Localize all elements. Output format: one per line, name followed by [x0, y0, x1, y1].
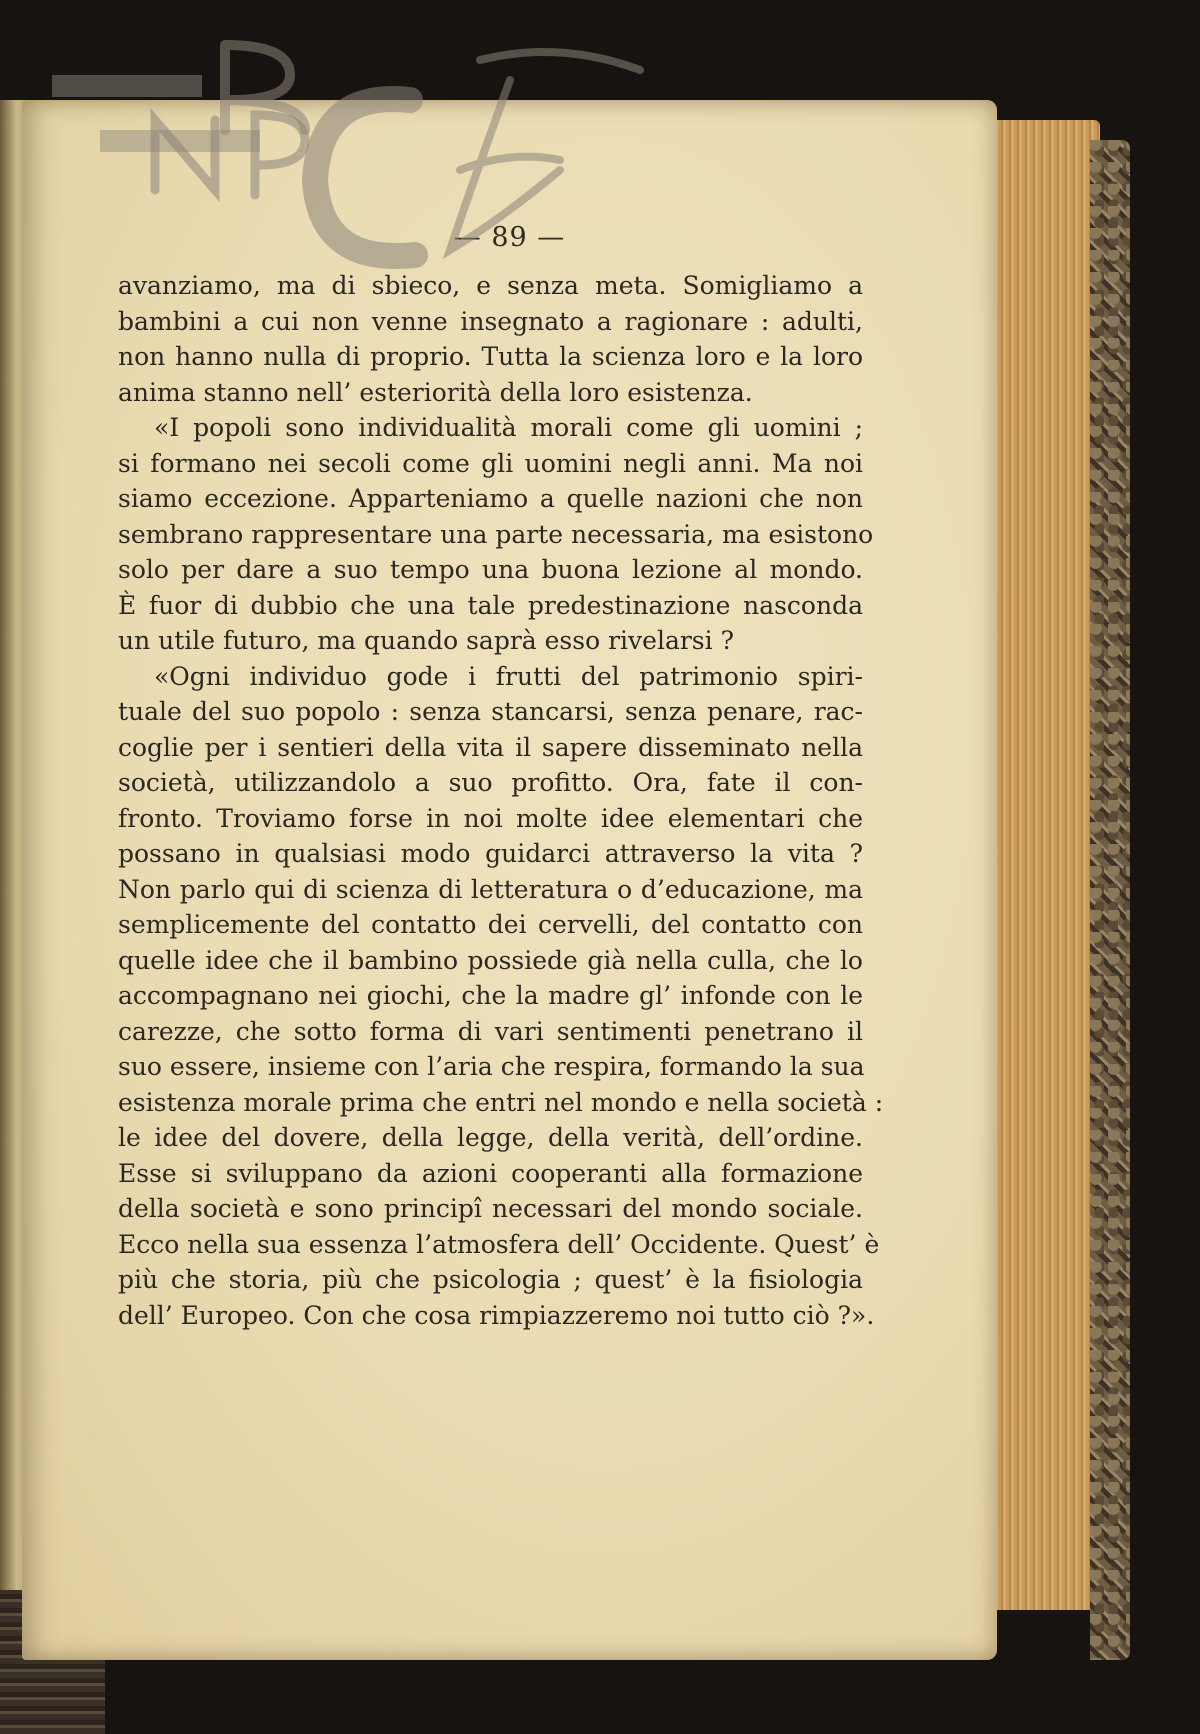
text-line: quelle idee che il bambino possiede già nella culla, che lo [118, 945, 863, 975]
page-number: — 89 — [453, 222, 566, 253]
text-line: accompagnano nei giochi, che la madre gl’ infonde con le [118, 981, 863, 1010]
text-line: tuale del suo popolo : senza stancarsi, senza penare, rac- [118, 697, 863, 726]
text-line: Non parlo qui di scienza di letteratura o d’educazione, ma [118, 874, 863, 904]
text-line: coglie per i sentieri della vita il sapere disseminato nella [118, 732, 863, 762]
text-line: società, utilizzandolo a suo profitto. Ora, fate il con- [118, 768, 863, 797]
text-line: avanziamo, ma di sbieco, e senza meta. Somigliamo a [118, 271, 863, 300]
text-line: «Ogni individuo gode i frutti del patrimonio spiri- [154, 661, 863, 691]
text-line: esistenza morale prima che entri nel mondo e nella società : [118, 1087, 884, 1117]
book-page [22, 100, 997, 1660]
text-line: carezze, che sotto forma di vari sentimenti penetrano il [118, 1016, 863, 1046]
text-line: possano in qualsiasi modo guidarci attraverso la vita ? [118, 839, 863, 868]
text-line: fronto. Troviamo forse in noi molte idee elementari che [118, 803, 863, 833]
text-line: Ecco nella sua essenza l’atmosfera dell’ Occidente. Quest’ è [118, 1229, 880, 1259]
body-text [118, 268, 884, 1333]
text-line: non hanno nulla di proprio. Tutta la scienza loro e la loro [118, 342, 863, 371]
text-line: anima stanno nell’ esteriorità della loro esistenza. [118, 377, 753, 407]
text-line: È fuor di dubbio che una tale predestinazione nasconda [118, 590, 863, 620]
text-line: bambini a cui non venne insegnato a ragionare : adulti, [118, 306, 863, 336]
text-line: un utile futuro, ma quando saprà esso rivelarsi ? [118, 626, 734, 655]
text-line: suo essere, insieme con l’aria che respira, formando la sua [118, 1052, 865, 1081]
marbled-cover [1090, 140, 1130, 1660]
text-line: le idee del dovere, della legge, della verità, dell’ordine. [118, 1123, 863, 1152]
text-line: della società e sono principî necessari del mondo sociale. [118, 1194, 863, 1223]
text-line: solo per dare a suo tempo una buona lezione al mondo. [118, 555, 863, 584]
text-line: più che storia, più che psicologia ; quest’ è la fisiologia [118, 1265, 863, 1294]
text-line: sembrano rappresentare una parte necessaria, ma esistono [118, 519, 874, 549]
text-line: siamo eccezione. Apparteniamo a quelle nazioni che non [118, 484, 863, 513]
text-line: semplicemente del contatto dei cervelli, del contatto con [118, 910, 863, 939]
page-block-edge [990, 120, 1100, 1610]
text-line: Esse si sviluppano da azioni cooperanti alla formazione [118, 1158, 863, 1188]
text-line: «I popoli sono individualità morali come gli uomini ; [154, 413, 863, 442]
text-line: si formano nei secoli come gli uomini negli anni. Ma noi [118, 448, 863, 478]
text-line: dell’ Europeo. Con che cosa rimpiazzeremo noi tutto ciò ?». [118, 1300, 875, 1330]
